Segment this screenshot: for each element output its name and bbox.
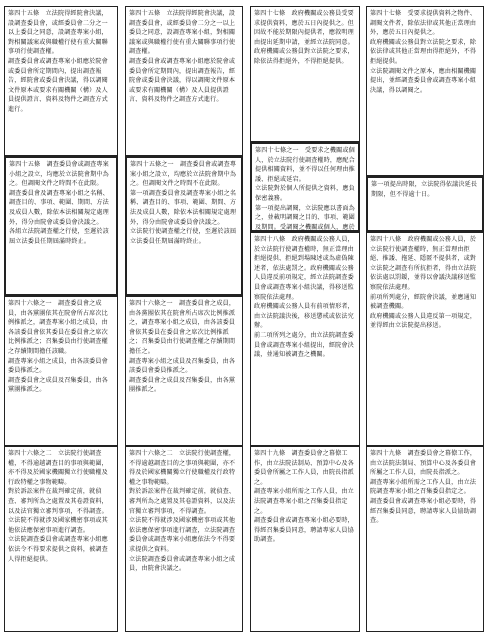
article-45-box: 第四十五條 立法院得經院會決議，設調查委員會，或經委員會二分之一以上委員之同意，設調查專案小組，對相關議案或與職權行使有重大關聯事項行使調查權。 調查委員會或調查專案小組應於院會或委員會所定期間內，提出調查報告，經院會或委員會決議，得以調閱文件原本或要求有關機關（構）及人員提供證言、資料及物件之調查方式進行。 <box>4 6 118 156</box>
article-49-box: 第四十九條 調查委員會之幕僚工作，由立法院法制局、預算中心及各委員會所屬之工作人員，由院長指派之。 調查專案小組所需之工作人員，由立法院調查專案小組之召集委員指定之。 調查委員會或調查專案小組必要時，得經召集委員同意，聘請專家人員協助調查。 <box>366 446 484 632</box>
article-47-deadline-box: 第一項提出時限，立法院得依議決延長期限，但不得逾十日。 <box>366 176 484 232</box>
article-47-box: 第四十七條 政府機關或公務員受要求提供資料，應於五日內提供之。但因故不能於期限內提供者，應敘明理由提出延期申請，並經立法院同意。 政府機關或公務員對立法院之要求，除依法得拒絕外，不得拒絕提供。 <box>250 6 360 142</box>
article-46-2-box: 第四十六條之二 立法院行使調查權，不得逾越調查目的事項與範圍，亦不得及於國家機關獨立行使職權及行政特權之事物範疇。 對於訴訟案件在裁判確定前，就偵查、審判所為之處置及其卷證資料，以及法官獨立審判事項，不得調查。 立法院不得就涉及國家機密事項或其他依法應保密事項進行調查。 立法院調查委員會或調查專案小組應依法令不得要求提供之資料，被調查人得拒絕提供。 <box>4 446 118 632</box>
article-47-1-box: 第四十七條之一 受要求之機關或個人，於立法院行使調查權時，應配合提供相關資料，並不得以任何理由推諉、拒絕或延宕。 立法院對於個人所提供之資料，應負保密義務。 第一項提出調閱，立法院應以書面為之，並載明調閱之目的、事項、範圍及期間。受調閱之機關或個人，應於 <box>250 142 360 232</box>
article-45-box: 第四十五條 立法院得經院會決議，設調查委員會，或經委員會二分之一以上委員之同意，設調查專案小組，對相關議案或與職權行使有重大關聯事項行使調查權。 調查委員會或調查專案小組應於院會或委員會所定期間內，提出調查報告，經院會或委員會決議，得以調閱文件原本或要求有關機關（構）及人員提供證言、資料及物件之調查方式進行。 <box>125 6 243 156</box>
article-46-1-box: 第四十六條之一 調查委員會之成員，由各黨團依其在院會所占席次比例推派之，調查專案小組之成員，由各該委員會依其委員在委員會之席次比例推派之；召集委員由行使調查權之存續期間擔任之。 調查專案小組之成員及召集委員，由各該委員會委員推派之。 調查委員會之成員及召集委員，由各黨團推派之。 <box>125 296 243 446</box>
article-49-box: 第四十九條 調查委員會之幕僚工作，由立法院法制局、預算中心及各委員會所屬之工作人員，由院長指派之。 調查專案小組所需之工作人員，由立法院調查專案小組之召集委員指定之。 調查委員會或調查專案小組必要時，得經召集委員同意，聘請專家人員協助調查。 <box>250 446 360 632</box>
article-47-box: 第四十七條 受要求提供資料之物件、調閱文件者，除依法律或其他正當理由外，應於五日內提供之。 政府機關或公務員對立法院之要求，除依法律或其他正當理由得拒絕外，不得拒絕提供。 立法院調閱文件之原本，應由相關機關提出，並經調查委員會或調查專案小組決議，得以調閱之。 <box>366 6 484 176</box>
article-45-1-box: 第四十五條 調查委員會或調查專案小組之設立，均應於立法院會期中為之。但調閱文件之時間不在此限。 調查委員會及調查專案小組之名稱、調查目的、事項、範圍、期間、方法及成員人數，除依本法相關規定處理外，得分由院會或委員會決議之。 各組立法院調查權之行使，至遲於該屆立法委員任期屆滿時終止。 <box>4 156 118 296</box>
article-46-1-box: 第四十六條之一 調查委員會之成員，由各黨團依其在院會所占席次比例推派之，調查專案小組之成員，由各該委員會依其委員在委員會之席次比例推派之；召集委員由行使調查權之存續期間擔任該職。 調查專案小組之成員，由各該委員會委員推派之。 調查委員會之成員及召集委員，由各黨團推派之。 <box>4 296 118 446</box>
article-48-box: 第四十八條 政府機關或公務人員，於立法院行使調查權時，無正當理由拒絕提供、拒絕到場陳述或為虛偽陳述者，依法處罰之。政府機關或公務人員違反前項規定，經立法院調查委員會或調查專案小組決議，得移送監察院依法處理。 政府機關或公務人員有前項情形者，由立法院議決後，移送懲戒或依法究辦。 前二項所列之處分，由立法院調查委員會或調查專案小組提出，經院會決議，並通知被調查之機關。 <box>250 232 360 446</box>
article-46-2-box: 第四十六條之二 立法院行使調查權，不得逾越調查目的之事項與範圍，亦不得及於國家機關獨立行使職權及行政特權之事物範疇。 對於訴訟案件在裁判確定前，就偵查、審判所為之處置及其卷證資料，以及法官獨立審判事項，不得調查。 立法院不得就涉及國家機密事項或其他依法應保密事項進行調查，立法院調查委員會或調查專案小組應依法令不得要求提供之資料。 立法院調查委員會或調查專案小組之成員，由院會決議之。 <box>125 446 243 632</box>
article-48-box: 第四十八條 政府機關或公務人員，於立法院行使調查權時，無正當理由拒絕、推諉、拖延、隱匿不提供者，或對立法院之調查有所抗拒者，得由立法院依法處以罰鍰，並得以會議決議移送監察院依法處理。 前項所列處分，經院會決議，並應通知被調查機關。 政府機關或公務人員違反第一項規定，並得經由立法院提出移送。 <box>366 232 484 446</box>
article-45-1-box: 第四十五條之一 調查委員會或調查專案小組之設立，均應於立法院會期中為之。但調閱文件之時間不在此限。 第一項調查委員會及調查專案小組之名稱、調查目的、事項、範圍、期間、方法及成員人數，除依本法相關規定處理外，得分由院會或委員會決議之。 立法院行使調查權之行使，至遲於該屆立法委員任期屆滿時終止。 <box>125 156 243 296</box>
